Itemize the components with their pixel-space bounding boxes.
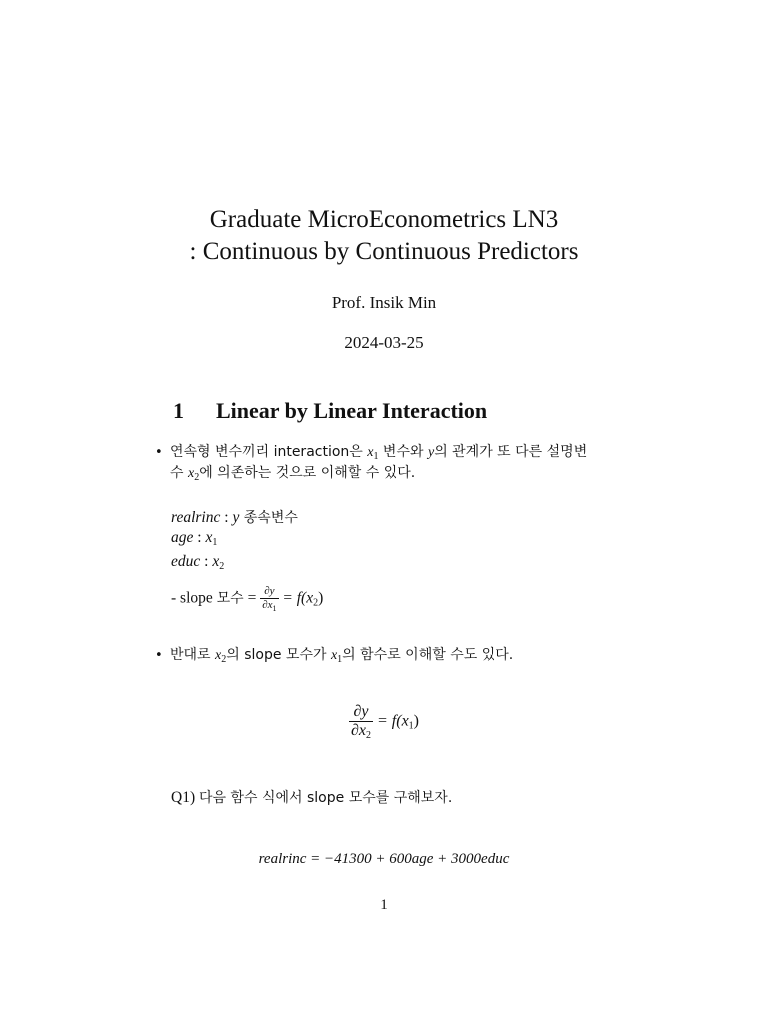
bullet2-text-c: 의 함수로 이해할 수도 있다.: [342, 647, 514, 663]
bullet1-text-e: 에 의존하는 것으로 이해할 수 있다.: [199, 465, 416, 481]
document-title: [0, 204, 768, 268]
def-realrinc: [171, 508, 298, 528]
slope-frac-den-sub: 1: [272, 603, 277, 613]
question-1: [171, 788, 452, 808]
section-title: Linear by Linear Interaction: [216, 398, 488, 423]
section-number: 1: [173, 398, 184, 423]
display-frac-den-sub: 2: [366, 729, 371, 741]
page-number: 1: [380, 897, 388, 913]
def-educ-x: x: [212, 553, 220, 570]
slope-fraction: [260, 586, 278, 611]
var-x2-sub: 2: [221, 654, 227, 665]
def-age-x: x: [205, 529, 213, 546]
var-x1: x: [367, 445, 374, 460]
def-age-var: age: [171, 529, 194, 546]
var-x1-sub: 1: [337, 654, 343, 665]
def-colon: :: [193, 529, 206, 546]
slope-rhs: = f(x: [278, 589, 314, 607]
display-rhs-sub: 1: [408, 720, 414, 732]
slope-frac-num: ∂y: [260, 586, 278, 599]
slope-kor: 모수: [216, 590, 244, 607]
slope-eq: =: [243, 589, 261, 607]
slope-frac-den: ∂x: [262, 598, 273, 611]
bullet-marker-2: •: [155, 648, 163, 663]
display-rhs-close: ): [413, 712, 419, 730]
bullet-marker-1: •: [155, 445, 163, 460]
var-x1: x: [330, 648, 338, 663]
display-equation: [0, 704, 768, 739]
def-educ-sub: 2: [219, 561, 225, 572]
slope-line: [171, 586, 323, 611]
var-y: y: [427, 445, 435, 460]
question-text: 다음 함수 식에서 slope 모수를 구해보자.: [198, 790, 453, 806]
bullet1-text-a: 연속형 변수끼리 interaction은: [170, 444, 368, 460]
def-educ-var: educ: [171, 553, 201, 570]
var-x2-sub: 2: [194, 472, 200, 483]
def-age-sub: 1: [212, 537, 218, 548]
slope-rhs-sub: 2: [313, 597, 319, 609]
display-rhs: = f(x: [373, 712, 409, 730]
title-line-2: : Continuous by Continuous Predictors: [189, 238, 579, 265]
bullet2-text-b: 의 slope 모수가: [226, 647, 331, 663]
bullet-item-2: [170, 645, 513, 666]
author: Prof. Insik Min: [331, 293, 437, 312]
bullet1-text-b: 변수와: [378, 444, 428, 460]
def-age: [171, 528, 217, 548]
var-x2: x: [187, 466, 195, 481]
bullet2-text-a: 반대로: [170, 647, 216, 663]
bullet1-text-d: 수: [170, 465, 188, 481]
regression-equation: realrinc = −41300 + 600age + 3000educ: [258, 851, 510, 867]
bullet1-text-c: 의 관계가 또 다른 설명변: [434, 444, 588, 460]
date: 2024-03-25: [344, 333, 424, 352]
var-x1-sub: 1: [373, 451, 379, 462]
def-realrinc-var: realrinc: [171, 509, 221, 526]
question-label: Q1): [171, 789, 199, 806]
display-fraction: [349, 704, 373, 739]
var-x2: x: [215, 648, 222, 663]
slope-rhs-close: ): [318, 589, 324, 607]
def-colon: :: [200, 553, 213, 570]
title-line-1: Graduate MicroEconometrics LN3: [209, 206, 559, 233]
display-frac-den: ∂x: [350, 721, 366, 739]
def-educ: [171, 552, 224, 572]
slope-prefix: - slope: [171, 589, 217, 607]
display-frac-num: ∂y: [349, 704, 373, 722]
def-colon: :: [220, 509, 233, 526]
def-realrinc-desc: 종속변수: [239, 510, 298, 526]
bullet-item-1: [170, 442, 640, 484]
def-realrinc-y: y: [232, 509, 240, 526]
